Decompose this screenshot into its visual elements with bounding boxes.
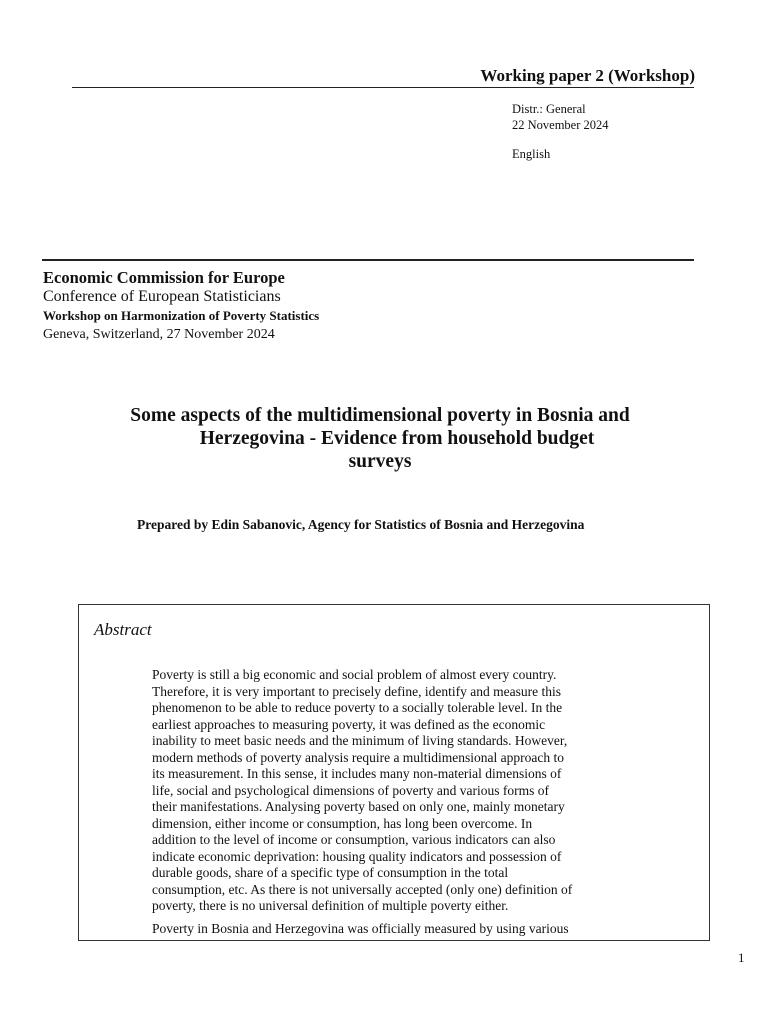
abstract-line: its measurement. In this sense, it includes many non-material dimensions of bbox=[152, 766, 562, 781]
title-line-1: Some aspects of the multidimensional poverty in Bosnia and bbox=[130, 405, 630, 426]
title-line-3: surveys bbox=[348, 451, 412, 472]
document-language: English bbox=[512, 147, 551, 161]
abstract-line: poverty, there is no universal definition of multiple poverty either. bbox=[152, 898, 509, 913]
abstract-line: durable goods, share of a specific type of consumption in the total bbox=[152, 865, 509, 880]
abstract-line: indicate economic deprivation: housing quality indicators and possession of bbox=[152, 848, 562, 864]
abstract-line: earliest approaches to measuring poverty, it was defined as the economic bbox=[152, 716, 546, 732]
abstract-line: inability to meet basic needs and the minimum of living standards. However, bbox=[152, 733, 568, 748]
abstract-line: Poverty in Bosnia and Herzegovina was officially measured by using various bbox=[152, 920, 569, 936]
organization-name: Economic Commission for Europe bbox=[43, 268, 285, 287]
header-rule bbox=[72, 87, 694, 88]
section-rule bbox=[42, 259, 694, 261]
abstract-line: phenomenon to be able to reduce poverty to a socially tolerable level. In the bbox=[152, 700, 563, 715]
author-line: Prepared by Edin Sabanovic, Agency for Statistics of Bosnia and Herzegovina bbox=[137, 517, 585, 532]
abstract-paragraph bbox=[152, 921, 642, 938]
abstract-paragraph bbox=[152, 667, 642, 915]
workshop-name: Workshop on Harmonization of Poverty Statistics bbox=[43, 308, 320, 323]
abstract-line: addition to the level of income or consumption, various indicators can also bbox=[152, 832, 556, 847]
working-paper-label: Working paper 2 (Workshop) bbox=[480, 66, 695, 85]
abstract-heading: Abstract bbox=[94, 620, 152, 639]
abstract-box bbox=[78, 604, 710, 941]
meeting-place-date: Geneva, Switzerland, 27 November 2024 bbox=[43, 327, 275, 342]
distribution-status: Distr.: General bbox=[512, 102, 586, 116]
abstract-line: dimension, either income or consumption, has long been overcome. In bbox=[152, 815, 533, 831]
conference-name: Conference of European Statisticians bbox=[43, 288, 281, 305]
distribution-block bbox=[512, 101, 609, 162]
page-number: 1 bbox=[738, 950, 745, 965]
abstract-line: life, social and psychological dimensions of poverty and various forms of bbox=[152, 782, 550, 798]
title-line-2: Herzegovina - Evidence from household budget bbox=[199, 428, 595, 449]
meeting-block bbox=[43, 268, 319, 344]
abstract-line: Poverty is still a big economic and social problem of almost every country. bbox=[152, 667, 557, 682]
abstract-text bbox=[152, 667, 642, 937]
abstract-line: modern methods of poverty analysis require a multidimensional approach to bbox=[152, 749, 565, 765]
abstract-line: consumption, etc. As there is not universally accepted (only one) definition of bbox=[152, 881, 573, 897]
document-title bbox=[60, 404, 700, 473]
abstract-line: Therefore, it is very important to precisely define, identify and measure this bbox=[152, 683, 561, 699]
document-date: 22 November 2024 bbox=[512, 118, 609, 132]
abstract-line: their manifestations. Analysing poverty based on only one, mainly monetary bbox=[152, 799, 565, 814]
